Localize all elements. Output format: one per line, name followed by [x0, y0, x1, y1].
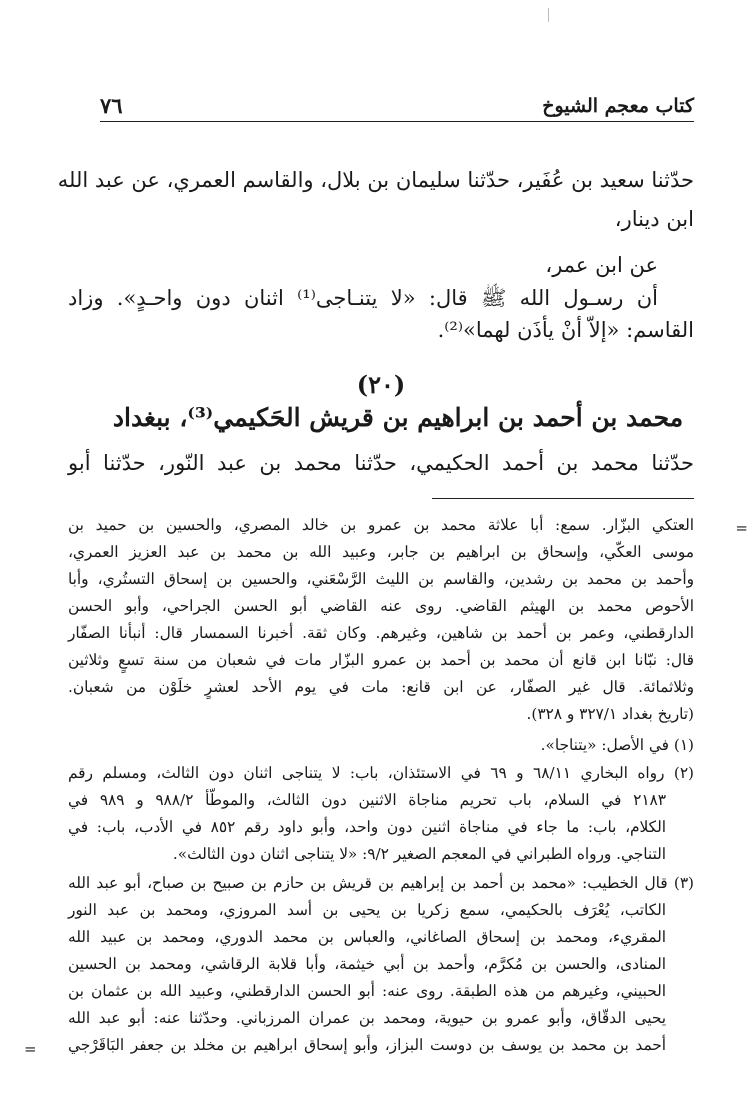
footnote-line: موسى العكّي، وإسحاق بن ابراهيم بن جابر، وعبيد الله بن محمد بن عبد العزيز العمري،	[68, 543, 694, 561]
book-title: كتاب معجم الشيوخ	[542, 95, 694, 117]
footnote-3: (٣) قال الخطيب: «محمد بن أحمد بن إبراهيم بن قريش بن حازم بن صبيح بن صباح، أبو عبد الله	[68, 874, 694, 892]
footnote-line: الأحوص محمد بن الهيثم القاضي. روى عنه القاضي أبو الحسن الجراحي، وأبو الحسن	[68, 597, 694, 615]
footnote-line: الحبيني، وغيرهم من هذه الطبقة. روى عنه: أبو الحسن الدارقطني، وعبيد الله بن عثمان بن	[68, 982, 666, 1000]
entry-number: (٢٠)	[356, 370, 406, 399]
body-line-1: حدّثنا سعيد بن عُفَير، حدّثنا سليمان بن بلال، والقاسم العمري، عن عبد الله	[57, 168, 694, 192]
footnote-line: وأحمد بن محمد بن رشدين، والقاسم بن الليث الرَّسْعَني، والحسين بن إسحاق التستُري، وأبا	[68, 570, 694, 588]
footnote-line: المنادى، والحسن بن مُكرَّم، وأحمد بن أبي خيثمة، وأبا قلابة الرقاشي، ومحمد بن الحسين	[68, 955, 666, 973]
body-line-4: أن رسـول الله ﷺ قال: «لا يتنـاجى⁽¹⁾ اثنان دون واحـدٍ». وزاد	[68, 286, 658, 310]
footnote-2: (٢) رواه البخاري ٦٨/١١ و ٦٩ في الاستئذان، باب: لا يتناجى اثنان دون الثالث، ومسلم رقم	[68, 764, 694, 782]
end-continuation-mark: =	[24, 1040, 37, 1058]
footnote-line: أحمد بن محمد بن يوسف بن دوست البزاز، وأبو إسحاق ابراهيم بن مخلد بن جعفر البَاقَرْجي	[68, 1036, 666, 1054]
footnote-separator	[432, 498, 694, 499]
footnote-line: (تاريخ بغداد ٣٢٧/١ و ٣٢٨).	[526, 705, 694, 723]
footnote-line: المقريء، ومحمد بن إسحاق الصاغاني، والعباس بن محمد الدوري، ومحمد بن عبيد الله	[68, 928, 666, 946]
body-line-5: القاسم: «إلاّ أنْ يأذَن لهما»⁽²⁾.	[437, 318, 694, 342]
footnote-line: ٢١٨٣ في السلام، باب تحريم مناجاة الاثنين دون الثالث، والموطّأ ٩٨٨/٢ و ٩٨٩ في	[68, 791, 666, 809]
footnote-line: الكاتب، يُعْرَف بالحكيمي، سمع زكريا بن يحيى بن أسد المروزي، ومحمد بن عبد النور	[68, 901, 666, 919]
footnote-line: التناجي. ورواه الطبراني في المعجم الصغير ٩/٢: «لا يتناجى اثنان دون الثالث».	[172, 845, 666, 863]
footnote-line: العتكي البزّار. سمع: أبا علاثة محمد بن عمرو بن خالد المصري، والحسين بن حميد بن	[68, 516, 694, 534]
footnote-line: الكلام، باب: ما جاء في مناجاة اثنين دون واحد، وأبو داود رقم ٨٥٢ في الأدب، باب: في	[68, 818, 666, 836]
footnote-line: وثلاثمائة. قال غير الصفّار، عن ابن قانع: مات في يوم الأحد لعشرٍ خلَوْن من شعبان.	[68, 678, 694, 696]
scan-mark	[548, 8, 549, 22]
footnote-line: الدارقطني، وعمر بن أحمد بن شاهين، وغيرهم. وكان ثقة. أخبرنا السمسار قال: أنبأنا الصفّار	[68, 624, 694, 642]
footnote-line: قال: نبّانا ابن قانع أن محمد بن أحمد بن عمرو البزّار مات في شعبان من سنة تسعٍ وثلاثين	[68, 651, 694, 669]
footnote-line: يحيى الدقّاق، وأبو عمرو بن حيوية، ومحمد بن عمران المرزباني. وحدّثنا عنه: أبو عبد الله	[68, 1009, 666, 1027]
footnote-1: (١) في الأصل: «يتناجا».	[540, 736, 694, 754]
entry-heading: محمد بن أحمد بن ابراهيم بن قريش الحَكيمي⁽³⁾، ببغداد	[112, 403, 684, 432]
page-number: ٧٦	[100, 93, 123, 118]
continuation-mark: =	[735, 519, 748, 537]
body-line-3: عن ابن عمر،	[545, 253, 658, 277]
body-line-2: ابن دينار،	[614, 207, 694, 231]
running-header	[100, 93, 694, 122]
body-line-6: حدّثنا محمد بن أحمد الحكيمي، حدّثنا محمد بن عبد النّور، حدّثنا أبو	[68, 451, 694, 475]
